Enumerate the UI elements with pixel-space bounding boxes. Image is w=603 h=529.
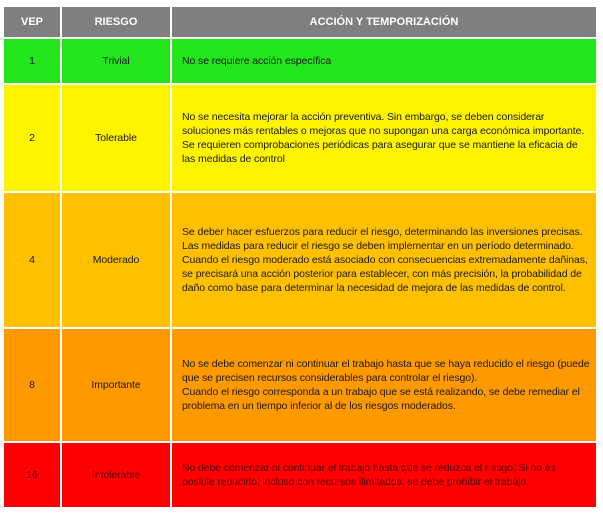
accion-text: No debe comenzar ni continuar el trabajo hasta que se reduzca el riesgo. Si no es posible reducirlo, incluso con recursos ilimitados, se debe prohibir el trabajo. [182,462,556,488]
table-row-trivial [4,39,596,83]
accion-text: No se requiere acción específica [182,55,332,67]
table-row-tolerable [4,85,596,191]
vep-cell: 8 [4,329,60,441]
accion-text: Cuando el riesgo corresponda a un trabajo que se está realizando, se debe remediar el problema en un tiempo inferior al de los riesgos moderados. [182,386,580,412]
table-row-intolerable [4,443,596,507]
accion-text: Se deber hacer esfuerzos para reducir el riesgo, determinando las inversiones precisas. Las medidas para reducir el riesgo se deben implementar en un período determinado. [182,226,583,252]
vep-cell: 1 [4,39,60,83]
table-body [4,39,596,507]
accion-cell [172,193,596,327]
accion-text: Cuando el riesgo moderado está asociado con consecuencias extremadamente dañinas, se precisará una acción posterior para establecer, con más precisión, la probabilidad de daño como base para determinar la necesidad de mejora de las medidas de control. [182,254,588,294]
accion-cell [172,39,596,83]
riesgo-cell: Tolerable [62,85,170,191]
accion-cell [172,85,596,191]
vep-cell: 4 [4,193,60,327]
riesgo-cell: Importante [62,329,170,441]
accion-cell [172,329,596,441]
accion-text: No se debe comenzar ni continuar el trabajo hasta que se haya reducido el riesgo (puede que se precisen recursos considerables para controlar el riesgo). [182,358,590,384]
vep-cell: 16 [4,443,60,507]
header-row [4,7,596,37]
vep-cell: 2 [4,85,60,191]
header-riesgo: RIESGO [62,7,170,37]
riesgo-cell: Moderado [62,193,170,327]
table-row-moderado [4,193,596,327]
header-vep: VEP [4,7,60,37]
accion-text: Se requieren comprobaciones periódicas para asegurar que se mantiene la eficacia de las medidas de control [182,139,578,165]
riesgo-cell: Intolerable [62,443,170,507]
accion-cell [172,443,596,507]
header-accion: ACCIÓN Y TEMPORIZACIÓN [172,7,596,37]
table-row-importante [4,329,596,441]
riesgo-cell: Trivial [62,39,170,83]
accion-text: No se necesita mejorar la acción preventiva. Sin embargo, se deben considerar soluciones más rentables o mejoras que no supongan una carga económica importante. [182,111,585,137]
risk-table [2,5,598,509]
